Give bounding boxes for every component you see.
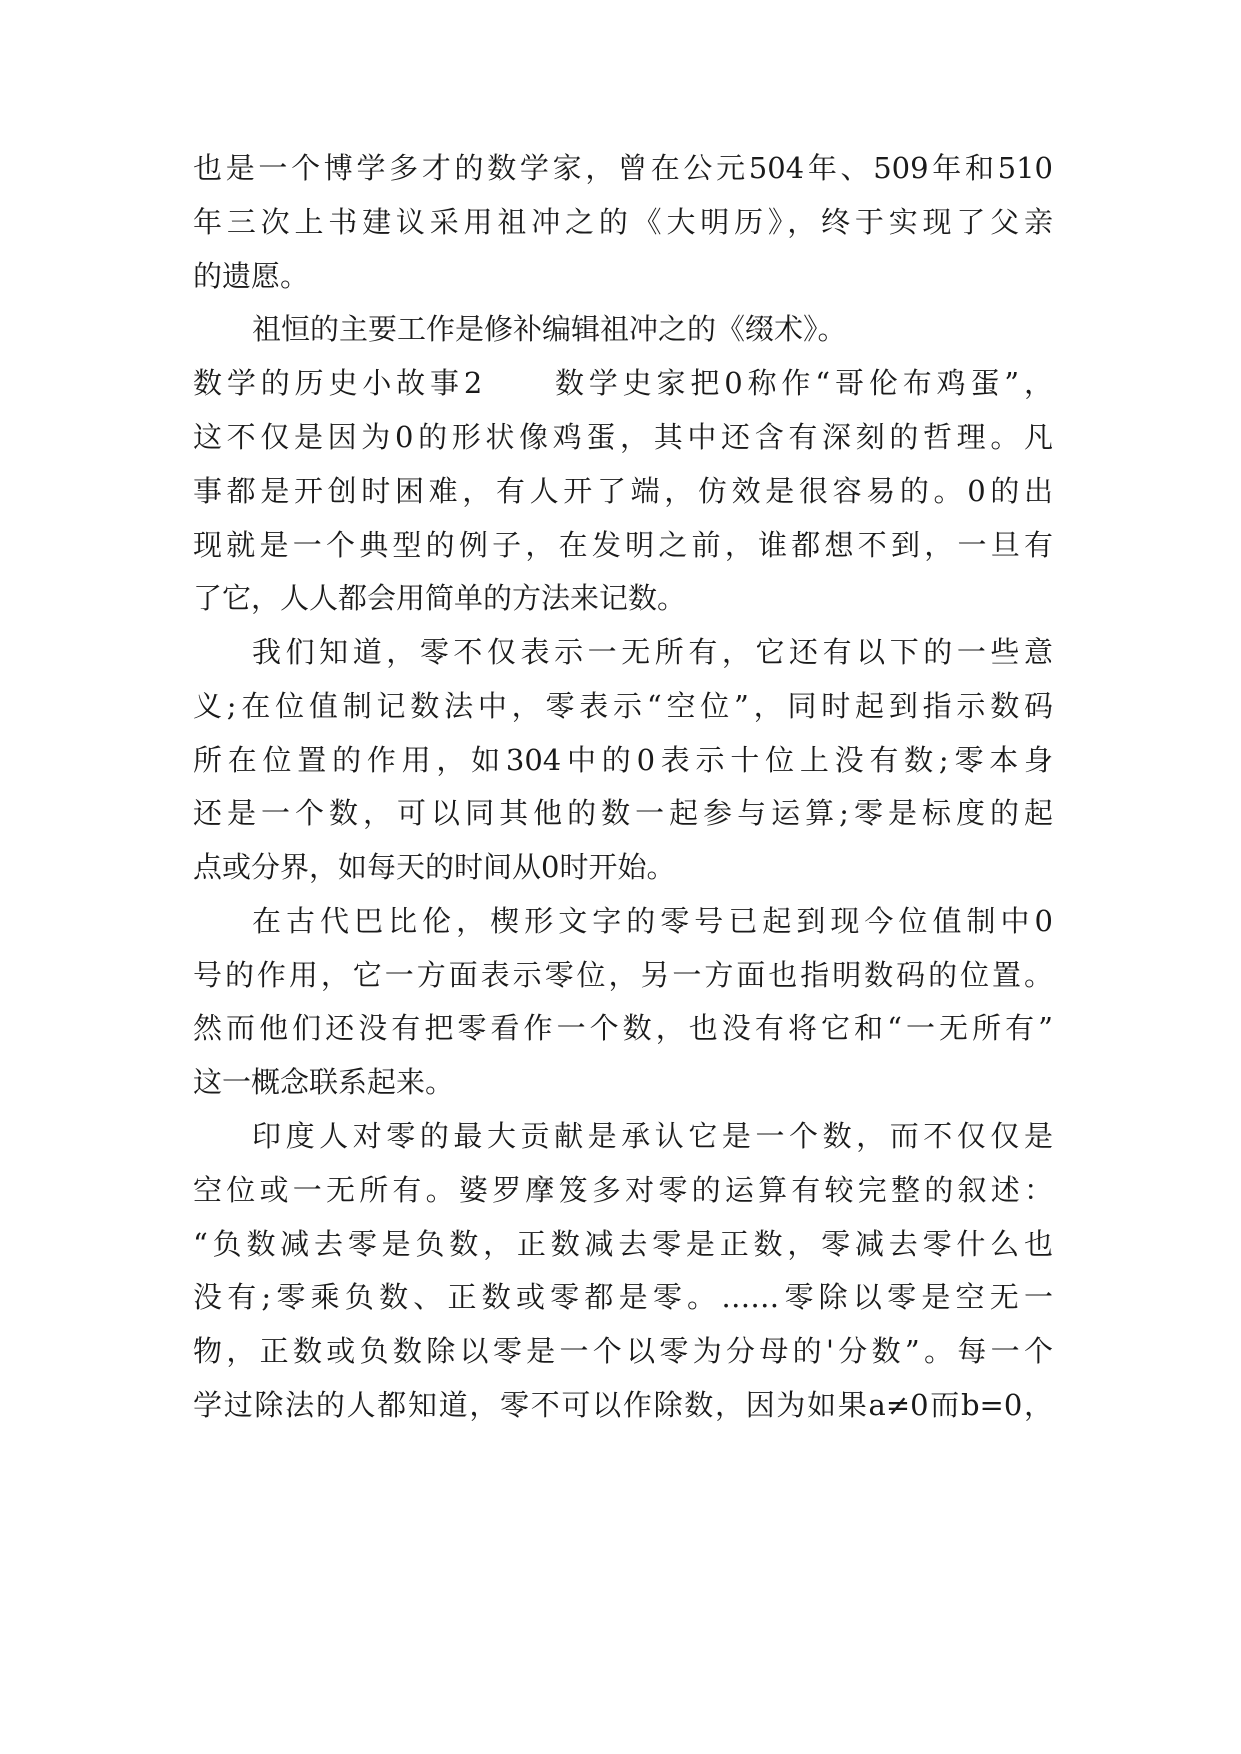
text-line: 所在位置的作用，如304中的0表示十位上没有数;零本身	[193, 743, 1053, 777]
paragraph-start-line: 印度人对零的最大贡献是承认它是一个数，而不仅仅是	[252, 1119, 1053, 1153]
paragraph-start-line: 祖恒的主要工作是修补编辑祖冲之的《缀术》。	[252, 312, 847, 346]
text-line: 物，正数或负数除以零是一个以零为分母的'分数”。每一个	[193, 1334, 1053, 1368]
text-line: “负数减去零是负数，正数减去零是正数，零减去零什么也	[193, 1227, 1053, 1261]
text-line: 空位或一无所有。婆罗摩笈多对零的运算有较完整的叙述：	[193, 1173, 1053, 1207]
text-line: 这不仅是因为0的形状像鸡蛋，其中还含有深刻的哲理。凡	[193, 420, 1053, 454]
text-line: 了它，人人都会用简单的方法来记数。	[193, 581, 687, 615]
text-line: 义;在位值制记数法中，零表示“空位”，同时起到指示数码	[193, 689, 1053, 723]
text-line: 年三次上书建议采用祖冲之的《大明历》，终于实现了父亲	[193, 205, 1053, 239]
text-line: 这一概念联系起来。	[193, 1065, 455, 1099]
text-line: 没有;零乘负数、正数或零都是零。……零除以零是空无一	[193, 1280, 1053, 1314]
text-line: 还是一个数，可以同其他的数一起参与运算;零是标度的起	[193, 796, 1053, 830]
section-heading-line: 数学的历史小故事2 数学史家把0称作“哥伦布鸡蛋”，	[193, 366, 1053, 400]
text-line: 点或分界，如每天的时间从0时开始。	[193, 850, 676, 884]
text-line: 然而他们还没有把零看作一个数，也没有将它和“一无所有”	[193, 1011, 1053, 1045]
paragraph-start-line: 在古代巴比伦，楔形文字的零号已起到现今位值制中0	[252, 904, 1053, 938]
paragraph-start-line: 我们知道，零不仅表示一无所有，它还有以下的一些意	[252, 635, 1053, 669]
text-line: 的遗愿。	[193, 259, 310, 293]
text-line: 学过除法的人都知道，零不可以作除数，因为如果a≠0而b=0，	[193, 1388, 1053, 1422]
text-line: 现就是一个典型的例子，在发明之前，谁都想不到，一旦有	[193, 528, 1053, 562]
text-line: 也是一个博学多才的数学家，曾在公元504年、509年和510	[193, 151, 1053, 185]
text-line: 事都是开创时困难，有人开了端，仿效是很容易的。0的出	[193, 474, 1053, 508]
text-line: 号的作用，它一方面表示零位，另一方面也指明数码的位置。	[193, 958, 1053, 992]
